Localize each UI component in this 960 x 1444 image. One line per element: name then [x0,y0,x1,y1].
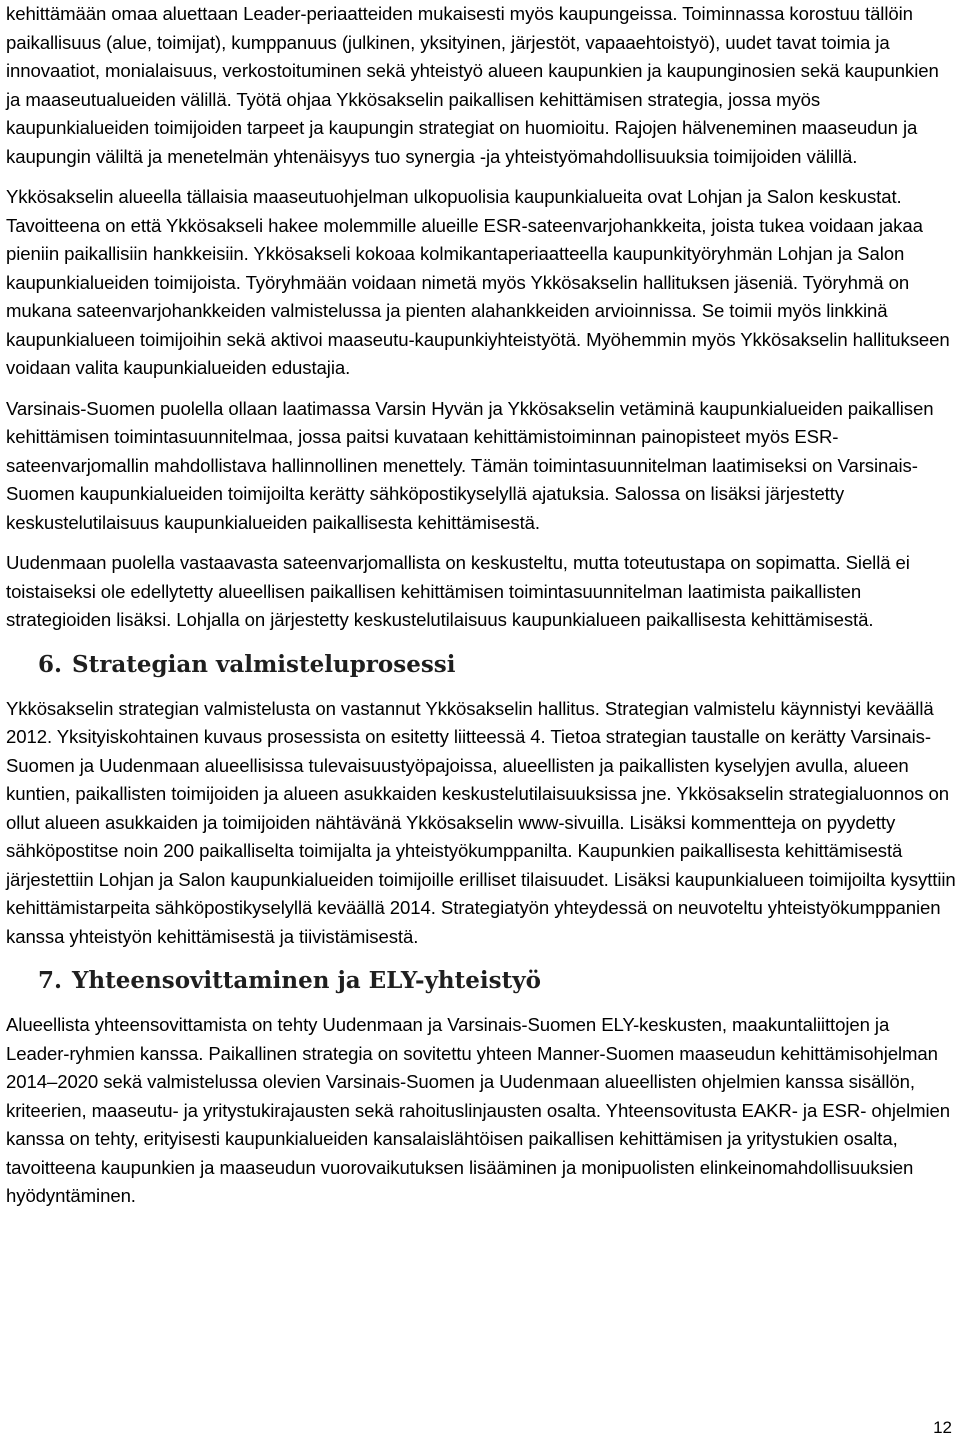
section-heading-6 [6,635,956,695]
paragraph-gap [6,537,956,549]
paragraph-leader-cities: kehittämään omaa aluettaan Leader-periaatteiden mukaisesti myös kaupungeissa. Toiminnassa korostuu tällöin paikallisuus (alue, toimijat), kumppanuus (julkinen, yksityinen, järjestöt, vapaaehtoistyö), uudet tavat toimia ja innovaatiot, monialaisuus, verkostoituminen sekä yhteistyö alueen kaupunkien ja kaupunginosien sekä kaupunkien ja maaseutualueiden välillä. Työtä ohjaa Ykkösakselin paikallisen kehittämisen strategia, jossa myös kaupunkialueiden toimijoiden tarpeet ja kaupungin strategiat on huomioitu. Rajojen hälveneminen maaseudun ja kaupungin väliltä ja menetelmän yhtenäisyys tuo synergia -ja yhteistyömahdollisuuksia toimijoiden välillä. [6,3,939,167]
document-page [6,0,956,1211]
paragraph-strategy-process: Ykkösakselin strategian valmistelusta on vastannut Ykkösakselin hallitus. Strategian valmistelu käynnistyi keväällä 2012. Yksityiskohtainen kuvaus prosessista on esitetty liitteessä 4. Tietoa strategian taustalle on kerätty Varsinais-Suomen ja Uudenmaan alueellisissa tulevaisuustyöpajoissa, alueellisten ja paikallisten kyselyjen avulla, alueen kuntien, paikallisten toimijoiden ja alueen asukkaiden keskustelutilaisuuksissa jne. Ykkösakselin strategialuonnos on ollut alueen asukkaiden ja toimijoiden nähtävänä Ykkösakselin www-sivuilla. Lisäksi kommentteja on pyydetty sähköpostitse noin 200 paikalliselta toimijalta ja yhteistyökumppanilta. Kaupunkien paikallisesta kehittämisestä järjestettiin Lohjan ja Salon kaupunkialueiden toimijoille erilliset tilaisuudet. Lisäksi kaupunkialueen toimijoilta kysyttiin kehittämistarpeita sähköpostikyselyllä keväällä 2014. Strategiatyön yhteydessä on neuvoteltu yhteistyökumppanien kanssa yhteistyön kehittämisestä ja tiivistämisestä. [6,697,956,947]
paragraph-ely-cooperation: Alueellista yhteensovittamista on tehty Uudenmaan ja Varsinais-Suomen ELY-keskusten, maakuntaliittojen ja Leader-ryhmien kanssa. Paikallinen strategia on sovitettu yhteen Manner-Suomen maaseudun kehittämisohjelman 2014–2020 sekä valmistelussa olevien Varsinais-Suomen ja Uudenmaan alueellisten ohjelmien kanssa sisällön, kriteerien, maaseutu- ja yritystukirajausten sekä rahoituslinjausten osalta. Yhteensovitusta EAKR- ja ESR- ohjelmien kanssa on tehty, erityisesti kaupunkialueiden kansalaislähtöisen paikallisen kehittämisen ja yritystukien osalta, tavoitteena kaupunkien ja maaseudun vuorovaikutuksen lisääminen ja monipuolisten elinkeinomahdollisuuksien hyödyntäminen. [6,1014,951,1206]
section-number: 6. [38,650,63,678]
paragraph-gap [6,383,956,395]
paragraph-uusimaa: Uudenmaan puolella vastaavasta sateenvarjomallista on keskusteltu, mutta toteutustapa on sopimatta. Siellä ei toistaiseksi ole edellytetty alueellisen paikallisen kehittämisen toimintasuunnitelman laatimista paikallisten strategioiden lisäksi. Lohjalla on järjestetty keskustelutilaisuus kaupunkialueen paikallisesta kehittämisestä. [6,552,910,630]
paragraph-gap [6,171,956,183]
paragraph-varsinais-suomi: Varsinais-Suomen puolella ollaan laatimassa Varsin Hyvän ja Ykkösakselin vetäminä kaupunkialueiden paikallisen kehittämisen toimintasuunnitelmaa, jossa paitsi kuvataan kehittämistoiminnan painopisteet myös ESR-sateenvarjomallin mahdollistava hallinnollinen menettely. Tämän toimintasuunnitelman laatimiseksi on Varsinais-Suomen kaupunkialueiden toimijoilta kerätty sähköpostikyselyllä ajatuksia. Salossa on lisäksi järjestetty keskustelutilaisuus kaupunkialueiden paikallisesta kehittämisestä. [6,397,934,533]
section-number: 7. [38,967,63,994]
section-heading-7 [6,951,956,1011]
section-title: Yhteensovittaminen ja ELY-yhteistyö [72,967,541,994]
section-title: Strategian valmisteluprosessi [72,650,456,678]
page-number: 12 [933,1418,952,1437]
paragraph-urban-areas: Ykkösakselin alueella tällaisia maaseutuohjelman ulkopuolisia kaupunkialueita ovat Lohjan ja Salon keskustat. Tavoitteena on että Ykkösakseli hakee molemmille alueille ESR-sateenvarjohankkeita, joista tukea voidaan jakaa pieniin paikallisiin hankkeisiin. Ykkösakseli kokoaa kolmikantaperiaatteella kaupunkityöryhmän Lohjan ja Salon kaupunkialueiden toimijoista. Työryhmään voidaan nimetä myös Ykkösakselin hallituksen jäseniä. Työryhmä on mukana sateenvarjohankkeiden valmistelussa ja pienten alahankkeiden arvioinnissa. Se toimii myös linkkinä kaupunkialueen toimijoihin sekä aktivoi maaseutu-kaupunkiyhteistyötä. Myöhemmin myös Ykkösakselin hallitukseen voidaan valita kaupunkialueiden edustajia. [6,186,950,378]
